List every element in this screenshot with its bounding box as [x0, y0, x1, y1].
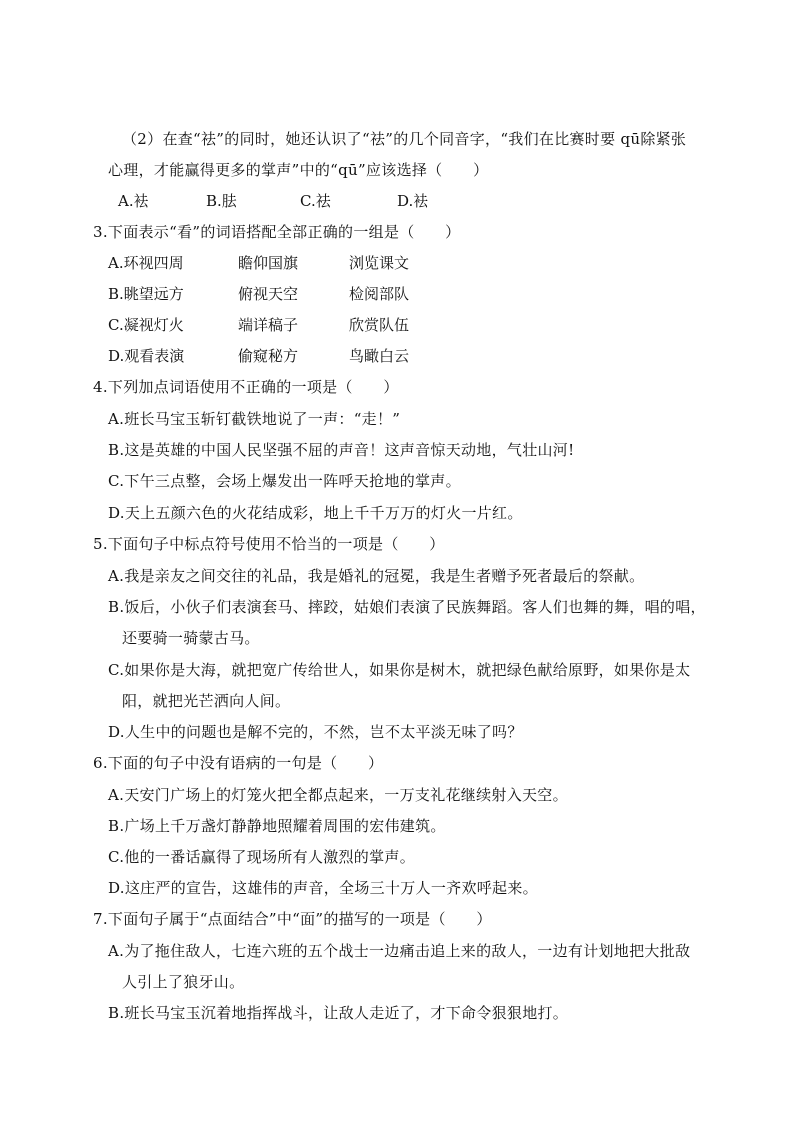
q6-option-b: B.广场上千万盏灯静静地照耀着周围的宏伟建筑。: [108, 817, 446, 835]
q3-row-a-word1: A.环视四周: [108, 254, 184, 272]
q6-option-c: C.他的一番话赢得了现场所有人激烈的掌声。: [108, 848, 416, 866]
q3-row-d-word1: D.观看表演: [108, 347, 185, 365]
q7-option-a-line1: A.为了拖住敌人，七连六班的五个战士一边痛击追上来的敌人，一边有计划地把大批敌: [108, 942, 691, 960]
q6-stem: 6.下面的句子中没有语病的一句是（ ）: [93, 754, 384, 772]
q5-option-c-line1: C.如果你是大海，就把宽广传给世人，如果你是树木，就把绿色献给原野，如果你是太: [108, 661, 691, 679]
q2-option-a: A.袪: [118, 192, 149, 210]
q3-row-c-word2: 端详稿子: [238, 316, 299, 334]
q4-option-d: D.天上五颜六色的火花结成彩，地上千千万万的灯火一片红。: [108, 504, 523, 522]
q7-stem: 7.下面句子属于“点面结合”中“面”的描写的一项是（ ）: [93, 910, 492, 928]
q7-option-a-line2: 人引上了狼牙山。: [122, 973, 245, 991]
q2-sub2-stem-line2: 心理，才能赢得更多的掌声”中的“qū”应该选择（ ）: [108, 161, 489, 179]
q3-row-b-word3: 检阅部队: [349, 285, 410, 303]
q2-option-b: B.胠: [206, 192, 237, 210]
q5-option-c-line2: 阳，就把光芒洒向人间。: [122, 692, 291, 710]
q3-row-b-word2: 俯视天空: [238, 285, 299, 303]
q2-option-d: D.袪: [397, 192, 429, 210]
q3-row-d-word2: 偷窥秘方: [238, 347, 299, 365]
q2-option-c: C.祛: [300, 192, 331, 210]
q5-option-b-line2: 还要骑一骑蒙古马。: [122, 629, 260, 647]
q4-option-a: A.班长马宝玉斩钉截铁地说了一声：“走！”: [108, 410, 401, 428]
q4-option-b: B.这是英雄的中国人民坚强不屈的声音！这声音惊天动地，气壮山河!: [108, 441, 575, 459]
q4-stem: 4.下列加点词语使用不正确的一项是（ ）: [93, 378, 399, 396]
q6-option-a: A.天安门广场上的灯笼火把全都点起来，一万支礼花继续射入天空。: [108, 786, 568, 804]
q3-row-c-word1: C.凝视灯火: [108, 316, 184, 334]
q3-row-d-word3: 鸟瞰白云: [349, 347, 410, 365]
q6-option-d: D.这庄严的宣告，这雄伟的声音，全场三十万人一齐欢呼起来。: [108, 879, 538, 897]
q5-option-a: A.我是亲友之间交往的礼品，我是婚礼的冠冕，我是生者赠予死者最后的祭献。: [108, 567, 645, 585]
q4-option-c: C.下午三点整，会场上爆发出一阵呼天抢地的掌声。: [108, 472, 461, 490]
q5-option-d: D.人生中的问题也是解不完的，不然，岂不太平淡无味了吗？: [108, 723, 523, 741]
q5-option-b-line1: B.饭后，小伙子们表演套马、摔跤，姑娘们表演了民族舞蹈。客人们也舞的舞，唱的唱，: [108, 598, 706, 616]
q3-row-a-word2: 瞻仰国旗: [238, 254, 299, 272]
q3-row-c-word3: 欣赏队伍: [349, 316, 410, 334]
q3-row-a-word3: 浏览课文: [349, 254, 410, 272]
q5-stem: 5.下面句子中标点符号使用不恰当的一项是（ ）: [93, 535, 445, 553]
q2-sub2-stem-line1: （2）在查“祛”的同时，她还认识了“祛”的几个同音字，“我们在比赛时要 qū除紧张: [122, 130, 687, 148]
q3-stem: 3.下面表示“看”的词语搭配全部正确的一组是（ ）: [93, 223, 461, 241]
q7-option-b: B.班长马宝玉沉着地指挥战斗，让敌人走近了，才下命令狠狠地打。: [108, 1004, 569, 1022]
q3-row-b-word1: B.眺望远方: [108, 285, 184, 303]
